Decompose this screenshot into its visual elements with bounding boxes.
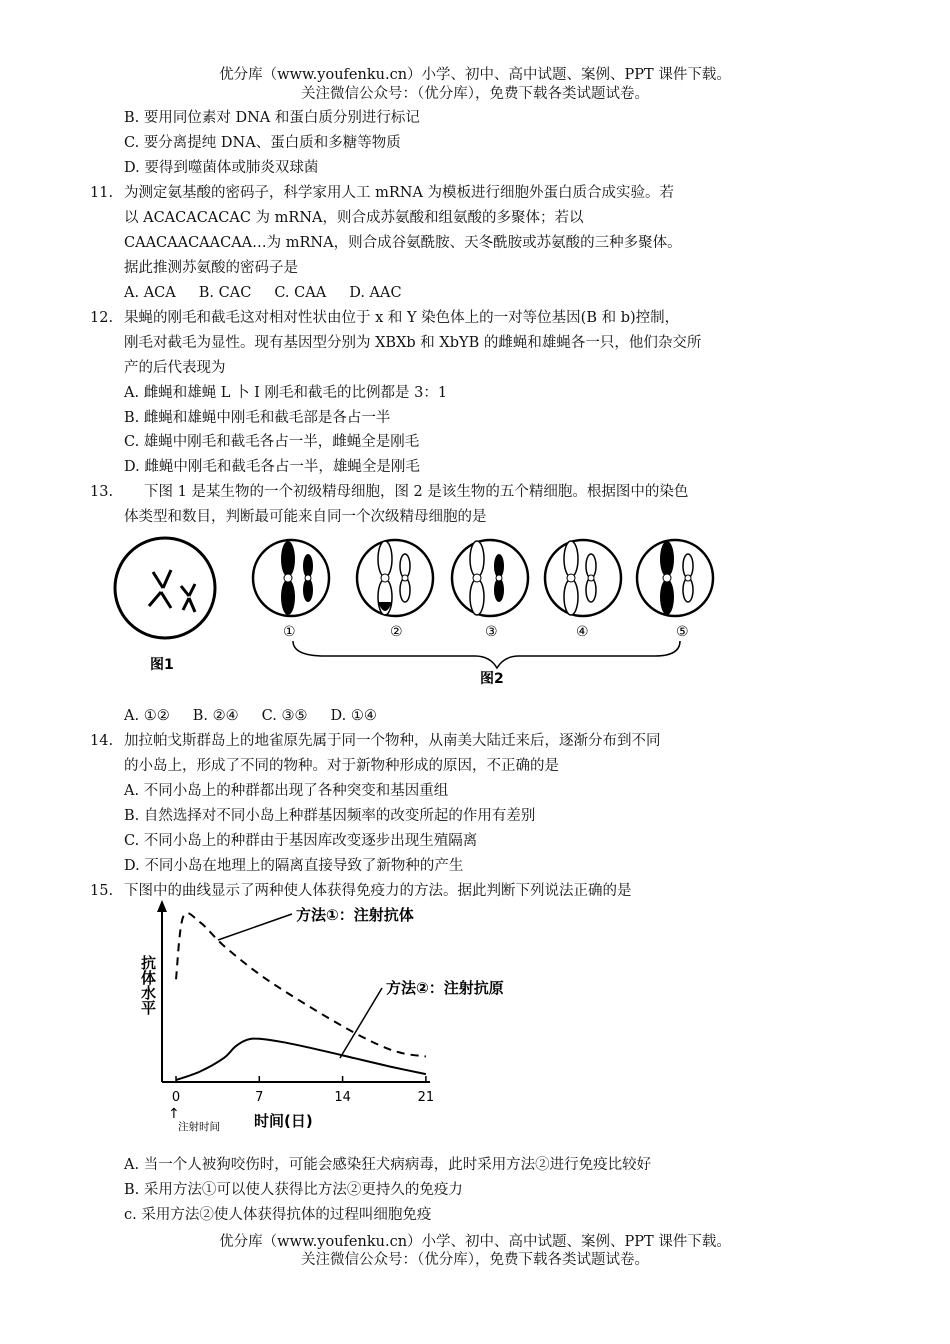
q15-line-1: 下图中的曲线显示了两种使人体获得免疫力的方法。据此判断下列说法正确的是 [124, 883, 632, 899]
q11-line-1: 为测定氨基酸的密码子，科学家用人工 mRNA 为模板进行细胞外蛋白质合成实验。若 [124, 185, 675, 201]
q11-line-3: CAACAACAACAA…为 mRNA，则合成谷氨酰胺、天冬酰胺或苏氨酸的三种多聚体。 [124, 235, 682, 251]
q15-option-c: c. 采用方法②使人体获得抗体的过程叫细胞免疫 [124, 1207, 432, 1223]
x-tick-label: 14 [334, 1090, 351, 1105]
y-axis-arrow [157, 900, 167, 912]
injection-arrow-icon: ↑ [168, 1106, 180, 1122]
x-tick-label: 0 [171, 1090, 181, 1105]
q11-number: 11. [90, 185, 114, 201]
method-2-curve [176, 1039, 426, 1080]
x-tick-label: 7 [255, 1090, 264, 1105]
q12-number: 12. [90, 310, 114, 326]
q13-number: 13. [90, 484, 114, 500]
cell-label-4: ④ [576, 624, 589, 640]
sperm-cell-3 [452, 540, 528, 616]
y-axis-label: 抗体水平 [139, 955, 157, 1015]
q13-line-1: 下图 1 是某生物的一个初级精母细胞，图 2 是该生物的五个精细胞。根据图中的染色 [144, 484, 689, 500]
header-line-1: 优分库（www.youfenku.cn）小学、初中、高中试题、案例、PPT 课件下载。 [219, 67, 731, 83]
q14-option-a: A. 不同小岛上的种群都出现了各种突变和基因重组 [124, 783, 449, 799]
method-2-label: 方法②：注射抗原 [386, 979, 504, 997]
q12-option-b: B. 雌蝇和雄蝇中刚毛和截毛部是各占一半 [124, 410, 391, 426]
q12-option-a: A. 雌蝇和雄蝇 L 卜 I 刚毛和截毛的比例都是 3：1 [124, 385, 448, 401]
q10-option-b: B. 要用同位素对 DNA 和蛋白质分别进行标记 [124, 110, 420, 126]
cell-label-2: ② [390, 624, 403, 640]
sperm-cell-2 [357, 540, 433, 616]
q14-line-2: 的小岛上，形成了不同的物种。对于新物种形成的原因，不正确的是 [124, 758, 559, 774]
method-1-pointer [218, 914, 292, 940]
cell-label-1: ① [283, 624, 296, 640]
q12-option-c: C. 雄蝇中刚毛和截毛各占一半，雌蝇全是刚毛 [124, 434, 420, 450]
method-1-label: 方法①：注射抗体 [296, 906, 414, 924]
q13-cell-figure [105, 528, 735, 690]
q13-line-2: 体类型和数目，判断最可能来自同一个次级精母细胞的是 [124, 509, 487, 525]
q12-line-3: 产的后代表现为 [124, 360, 226, 376]
method-2-pointer [340, 988, 382, 1058]
x-tick-label: 21 [417, 1090, 435, 1105]
q10-option-c: C. 要分离提纯 DNA、蛋白质和多糖等物质 [124, 135, 401, 151]
sperm-cell-1 [253, 540, 329, 616]
q14-option-d: D. 不同小岛在地理上的隔离直接导致了新物种的产生 [124, 858, 464, 874]
sperm-cell-5 [637, 540, 713, 616]
q14-number: 14. [90, 733, 114, 749]
fig1-label: 图1 [150, 657, 174, 673]
footer-line-2: 关注微信公众号：（优分库），免费下载各类试题试卷。 [301, 1252, 649, 1268]
q15-number: 15. [90, 883, 114, 899]
q11-line-2: 以 ACACACACAC 为 mRNA，则合成苏氨酸和组氨酸的多聚体；若以 [124, 210, 584, 226]
q13-options: A. ①② B. ②④ C. ③⑤ D. ①④ [124, 708, 377, 724]
q14-option-c: C. 不同小岛上的种群由于基因库改变逐步出现生殖隔离 [124, 833, 478, 849]
injection-time-label: 注射时间 [178, 1121, 220, 1133]
cell-label-5: ⑤ [676, 624, 689, 640]
q10-option-d: D. 要得到噬菌体或肺炎双球菌 [124, 160, 319, 176]
q14-option-b: B. 自然选择对不同小岛上种群基因频率的改变所起的作用有差别 [124, 808, 536, 824]
q12-line-1: 果蝇的刚毛和截毛这对相对性状由位于 x 和 Y 染色体上的一对等位基因(B 和 b)控制， [124, 310, 680, 326]
q12-option-d: D. 雌蝇中刚毛和截毛各占一半，雄蝇全是刚毛 [124, 459, 420, 475]
q11-options: A. ACA B. CAC C. CAA D. AAC [124, 285, 402, 301]
header-line-2: 关注微信公众号：（优分库），免费下载各类试题试卷。 [301, 86, 649, 102]
x-axis-label: 时间(日) [254, 1112, 313, 1130]
fig1-cell [115, 538, 215, 638]
fig2-brace [293, 641, 680, 668]
antibody-chart [130, 900, 550, 1140]
q12-line-2: 刚毛对截毛为显性。现有基因型分别为 XBXb 和 XbYB 的雌蝇和雄蝇各一只，他们杂交所 [124, 335, 702, 351]
q15-option-b: B. 采用方法①可以使人获得比方法②更持久的免疫力 [124, 1182, 463, 1198]
sperm-cell-4 [545, 540, 621, 616]
q15-option-a: A. 当一个人被狗咬伤时，可能会感染狂犬病病毒，此时采用方法②进行免疫比较好 [124, 1157, 652, 1173]
q14-line-1: 加拉帕戈斯群岛上的地雀原先属于同一个物种，从南美大陆迁来后，逐渐分布到不同 [124, 733, 661, 749]
cell-label-3: ③ [485, 624, 498, 640]
fig2-label: 图2 [480, 671, 504, 687]
footer-line-1: 优分库（www.youfenku.cn）小学、初中、高中试题、案例、PPT 课件下载。 [219, 1234, 731, 1250]
q11-line-4: 据此推测苏氨酸的密码子是 [124, 260, 298, 276]
